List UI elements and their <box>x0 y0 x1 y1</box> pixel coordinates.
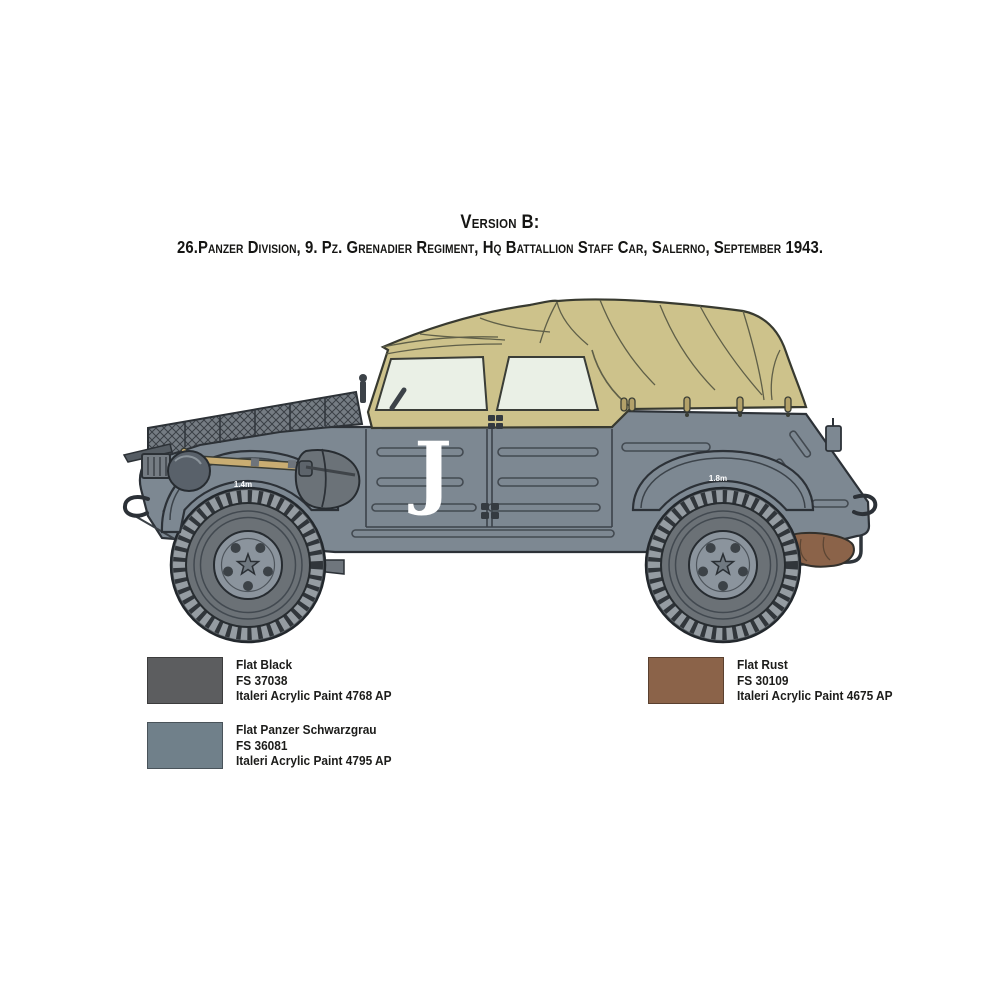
door-marking: J <box>414 424 452 518</box>
mirror-head <box>359 374 367 382</box>
rear-fender-stencil: 1.8m <box>708 474 728 483</box>
door-window-front <box>376 357 487 410</box>
rear-wheel <box>646 488 800 642</box>
door-window-rear <box>497 357 598 410</box>
paint-product: Italeri Acrylic Paint 4675 AP <box>737 689 893 703</box>
version-title: Version B: <box>460 212 540 233</box>
paint-name: Flat Rust <box>737 658 788 672</box>
paint-product: Italeri Acrylic Paint 4768 AP <box>236 689 392 703</box>
paint-fs-code: FS 36081 <box>236 738 288 753</box>
version-subtitle: 26.Panzer Division, 9. Pz. Grenadier Regiment, Hq Battallion Staff Car, Salerno, September 1943. <box>176 237 824 257</box>
paint-entry-flat-panzer-schwarzgrau <box>147 722 400 770</box>
mirror-post <box>360 381 366 403</box>
paint-product: Italeri Acrylic Paint 4795 AP <box>236 754 392 768</box>
taillight <box>826 426 841 451</box>
front-fender-stencil: 1.4m <box>233 480 253 489</box>
paint-entry-flat-rust <box>648 657 901 705</box>
paint-swatch-flat-panzer-schwarzgrau <box>147 722 223 769</box>
front-wheel <box>171 488 325 642</box>
paint-swatch-flat-black <box>147 657 223 704</box>
paint-name: Flat Panzer Schwarzgrau <box>236 723 377 737</box>
paint-swatch-flat-rust <box>648 657 724 704</box>
paint-entry-flat-black <box>147 657 400 705</box>
paint-fs-code: FS 30109 <box>737 673 789 688</box>
paint-name: Flat Black <box>236 658 293 672</box>
paint-fs-code: FS 37038 <box>236 673 288 688</box>
